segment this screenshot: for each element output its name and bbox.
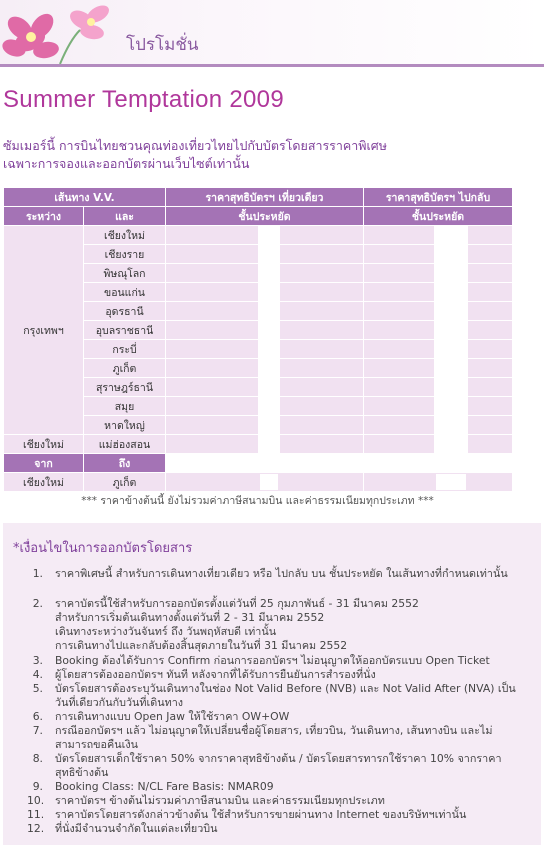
condition-item: 12. ที่นั่งมีจำนวนจำกัดในแต่ละเที่ยวบิน [27, 822, 218, 835]
price-note: *** ราคาข้างต้นนี้ ยังไม่รวมค่าภาษีสนามบิน และค่าธรรมเนียมทุกประเภท *** [81, 495, 434, 507]
route-destination: กระบี่ [84, 340, 166, 359]
conditions-panel [3, 523, 541, 845]
price-redaction-mask [260, 474, 278, 490]
origin-chiangmai: เชียงใหม่ [4, 435, 84, 454]
condition-item: 10. ราคาบัตรฯ ข้างต้นไม่รวมค่าภาษีสนามบิน และค่าธรรมเนียมทุกประเภท [27, 794, 385, 807]
price-redaction-mask [436, 474, 466, 490]
condition-item: 1. ราคาพิเศษนี้ สำหรับการเดินทางเที่ยวเดียว หรือ ไปกลับ บน ชั้นประหยัด ในเส้นทางที่กำหนดเท่านั้น [32, 567, 508, 580]
route-destination: ภูเก็ต [84, 359, 166, 378]
intro-text [3, 137, 387, 173]
route-destination: เชียงใหม่ [84, 226, 166, 245]
orchid-flower-icon [0, 0, 125, 64]
header-route: เส้นทาง V.V. [4, 188, 166, 207]
origin-bangkok: กรุงเทพฯ [4, 226, 84, 435]
route-destination: หาดใหญ่ [84, 416, 166, 435]
condition-item: 9. Booking Class: N/CL Fare Basis: NMAR09 [32, 780, 274, 793]
route-destination: ขอนแก่น [84, 283, 166, 302]
route-destination: ภูเก็ต [84, 473, 166, 492]
subheader-from: จาก [4, 454, 84, 473]
conditions-title: *เงื่อนไขในการออกบัตรโดยสาร [13, 541, 193, 556]
intro-line-2: เฉพาะการจองและออกบัตรผ่านเว็บไซต์เท่านั้น [3, 156, 250, 171]
header-title: โปรโมชั่น [126, 35, 199, 55]
condition-item: 8. บัตรโดยสารเด็กใช้ราคา 50% จากราคาสุทธิข้างต้น / บัตรโดยสารทารกใช้ราคา 10% จากราคา สุทธิข้างต้น [32, 752, 502, 779]
conditions-list [3, 567, 541, 836]
header-between: ระหว่าง [4, 207, 84, 226]
intro-line-1: ซัมเมอร์นี้ การบินไทยชวนคุณท่องเที่ยวไทยไปกับบัตรโดยสารราคาพิเศษ [3, 138, 387, 153]
condition-item: 6. การเดินทางแบบ Open Jaw ให้ใช้ราคา OW+OW [32, 710, 290, 723]
condition-item: 7. กรณีออกบัตรฯ แล้ว ไม่อนุญาตให้เปลี่ยนชื่อผู้โดยสาร, เที่ยวบิน, วันเดินทาง, เส้นทางบิน และไม่ สามารถขอคืนเงิน [32, 724, 493, 751]
route-destination: สุราษฎร์ธานี [84, 378, 166, 397]
route-destination: สมุย [84, 397, 166, 416]
header-economy-return: ชั้นประหยัด [364, 207, 513, 226]
price-redaction-mask [258, 226, 280, 470]
condition-item: 2. ราคาบัตรนี้ใช้สำหรับการออกบัตรตั้งแต่วันที่ 25 กุมภาพันธ์ - 31 มีนาคม 2552 สำหรับการเริ่มต้นเดินทางตั้งแต่วันที่ 2 - 31 มีนาคม 2552 เดินทางระหว่างวันจันทร์ ถึง วันพฤหัสบดี เท่านั้น การเดินทางไปและกลับต้องสิ้นสุดภายในวันที่ 31 มีนาคม 2552 [32, 597, 419, 652]
condition-item: 3. Booking ต้องได้รับการ Confirm ก่อนการออกบัตรฯ ไม่อนุญาตให้ออกบัตรแบบ Open Ticket [32, 654, 490, 667]
header-divider [0, 64, 544, 67]
route-destination: อุดรธานี [84, 302, 166, 321]
condition-item: 5. บัตรโดยสารต้องระบุวันเดินทางในช่อง Not Valid Before (NVB) และ Not Valid After (NVA) เป็น วันที่เดียวกันกับวันที่เดินทาง [32, 682, 516, 709]
route-destination: พิษณุโลก [84, 264, 166, 283]
route-destination: แม่ฮ่องสอน [84, 435, 166, 454]
route-destination: เชียงราย [84, 245, 166, 264]
origin-chiangmai: เชียงใหม่ [4, 473, 84, 492]
header-and: และ [84, 207, 166, 226]
condition-item: 11. ราคาบัตรโดยสารดังกล่าวข้างต้น ใช้สำหรับการขายผ่านทาง Internet ของบริษัทฯเท่านั้น [27, 808, 467, 821]
header-return: ราคาสุทธิบัตรฯ ไปกลับ [364, 188, 513, 207]
route-destination: อุบลราชธานี [84, 321, 166, 340]
header-banner [0, 0, 544, 66]
promo-title: Summer Temptation 2009 [3, 86, 284, 113]
price-redaction-mask [434, 226, 468, 470]
header-economy-oneway: ชั้นประหยัด [166, 207, 364, 226]
subheader-to: ถึง [84, 454, 166, 473]
condition-item: 4. ผู้โดยสารต้องออกบัตรฯ ทันที หลังจากที่ได้รับการยืนยันการสำรองที่นั่ง [32, 668, 376, 681]
header-oneway: ราคาสุทธิบัตรฯ เที่ยวเดียว [166, 188, 364, 207]
